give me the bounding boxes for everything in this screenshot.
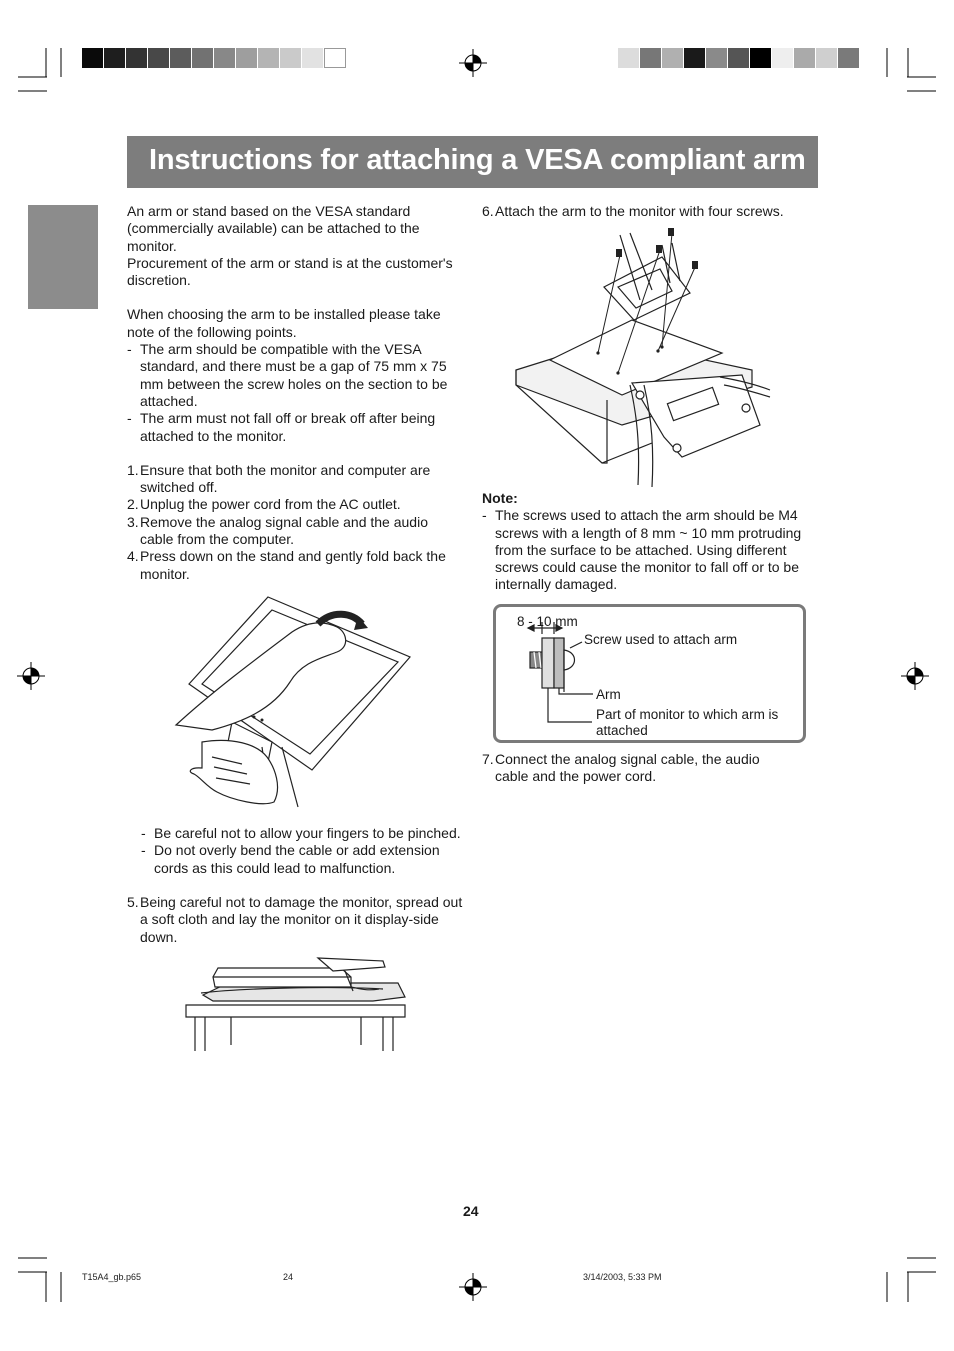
- dimension-label: 8 - 10 mm: [517, 614, 578, 629]
- step-item: 1. Ensure that both the monitor and computer are switched off.: [127, 461, 431, 496]
- step-item: 4. Press down on the stand and gently fold back the monitor.: [127, 548, 446, 582]
- registration-mark-left: [17, 662, 45, 690]
- caution-item: - Be careful not to allow your fingers to be pinched.: [141, 825, 461, 841]
- registration-mark-bottom: [459, 1273, 487, 1301]
- arm-label: Arm: [596, 687, 621, 702]
- note-section: [482, 490, 822, 594]
- monitor-part-label: Part of monitor to which arm is attached: [596, 707, 779, 738]
- attach-arm-illustration: [512, 225, 772, 490]
- registration-mark-top: [459, 49, 487, 77]
- fold-monitor-illustration: [172, 592, 412, 812]
- intro-paragraph-2: Procurement of the arm or stand is at the customer's discretion.: [127, 254, 453, 289]
- step-7: 7. Connect the analog signal cable, the audio cable and the power cord.: [482, 751, 760, 785]
- footer-timestamp: 3/14/2003, 5:33 PM: [583, 1272, 662, 1282]
- note-heading: Note:: [482, 490, 518, 506]
- footer-filename: T15A4_gb.p65: [82, 1272, 142, 1282]
- step-6: 6. Attach the arm to the monitor with four screws.: [482, 203, 784, 219]
- page-title: Instructions for attaching a VESA compliant arm: [149, 144, 806, 176]
- step-5: 5. Being careful not to damage the monitor, spread out a soft cloth and lay the monitor on it display-side down.: [127, 894, 463, 945]
- step-item: 2. Unplug the power cord from the AC outlet.: [127, 496, 401, 513]
- choose-intro: When choosing the arm to be installed please take note of the following points.: [127, 306, 441, 340]
- page-number: 24: [463, 1203, 479, 1219]
- section-tab: [28, 205, 98, 309]
- point-item: - The arm should be compatible with the VESA standard, and there must be a gap of 75 mm x 75 mm between the screw holes on the section to be attached.: [127, 341, 448, 409]
- left-column: [127, 203, 464, 583]
- point-item: - The arm must not fall off or break off after being attached to the monitor.: [127, 410, 436, 444]
- caution-section: [141, 825, 464, 877]
- footer-page: 24: [283, 1272, 294, 1282]
- step-item: 3. Remove the analog signal cable and the audio cable from the computer.: [127, 513, 428, 548]
- note-item: - The screws used to attach the arm should be M4 screws with a length of 8 mm ~ 10 mm protruding from the surface to be attached. Using different screws could cause the monitor to fall off or to be internally damaged.: [482, 507, 802, 593]
- intro-paragraph-1: An arm or stand based on the VESA standard (commercially available) can be attached to the monitor.: [127, 203, 420, 254]
- caution-item: - Do not overly bend the cable or add extension cords as this could lead to malfunction.: [141, 842, 440, 876]
- title-banner: [127, 136, 818, 188]
- monitor-on-table-illustration: [183, 953, 413, 1053]
- screw-label: Screw used to attach arm: [584, 632, 738, 647]
- registration-mark-right: [901, 662, 929, 690]
